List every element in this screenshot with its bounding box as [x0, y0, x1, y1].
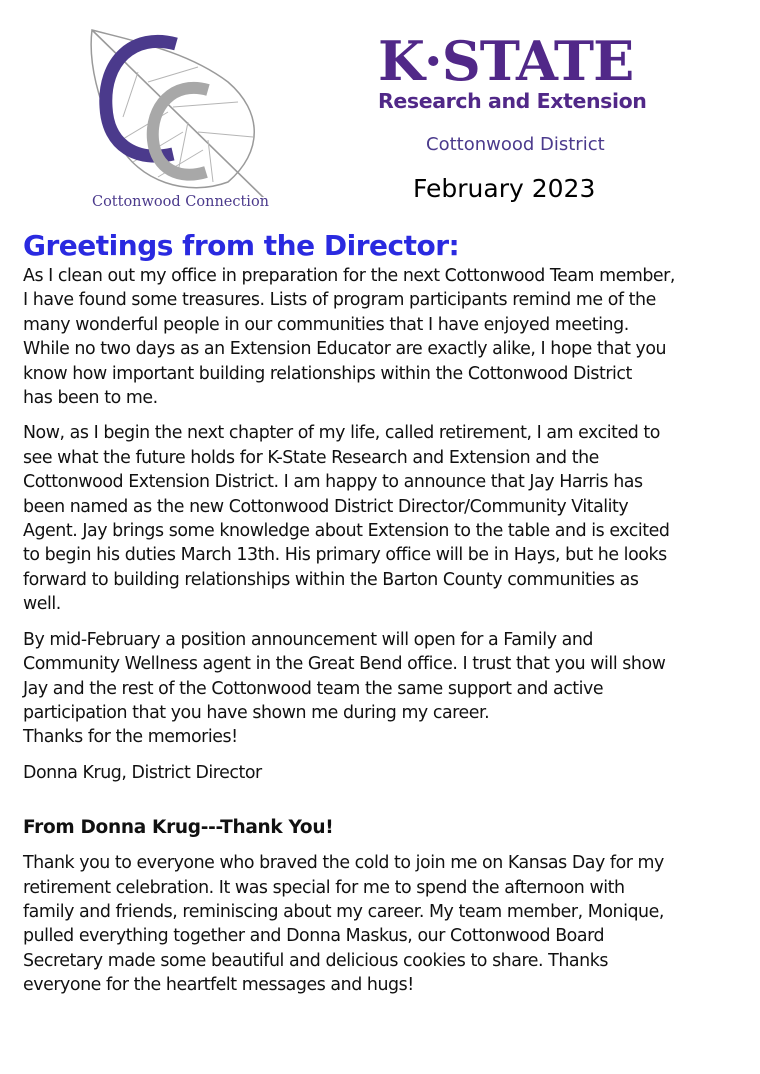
newsletter-body	[23, 228, 745, 1009]
greeting-heading: Greetings from the Director:	[23, 229, 460, 262]
issue-date: February 2023	[413, 174, 596, 203]
greeting-paragraph-2	[23, 421, 745, 616]
text-line: Thank you to everyone who braved the cold to join me on Kansas Day for my	[23, 853, 664, 874]
text-line: Jay and the rest of the Cottonwood team the same support and active	[23, 678, 604, 699]
cottonwood-leaf-cc-icon	[78, 22, 283, 197]
thank-you-paragraph	[23, 851, 745, 997]
text-line: everyone for the heartfelt messages and hugs!	[23, 975, 414, 996]
text-line: Now, as I begin the next chapter of my life, called retirement, I am excited to	[23, 423, 660, 444]
text-line: While no two days as an Extension Educator are exactly alike, I hope that you	[23, 339, 667, 360]
text-line: Community Wellness agent in the Great Bend office. I trust that you will show	[23, 654, 666, 675]
text-line: family and friends, reminiscing about my career. My team member, Monique,	[23, 901, 664, 922]
thank-you-heading: From Donna Krug---Thank You!	[23, 817, 334, 839]
text-line: By mid-February a position announcement will open for a Family and	[23, 629, 593, 650]
district-name: Cottonwood District	[426, 134, 605, 155]
text-line: many wonderful people in our communities that I have enjoyed meeting.	[23, 314, 629, 335]
text-line: participation that you have shown me during my career.	[23, 702, 490, 723]
kstate-logo	[378, 29, 678, 114]
text-line: I have found some treasures. Lists of program participants remind me of the	[23, 290, 656, 311]
greeting-paragraph-1	[23, 264, 745, 410]
logo-caption: Cottonwood Connection	[91, 194, 270, 210]
text-line: As I clean out my office in preparation for the next Cottonwood Team member,	[23, 266, 675, 286]
text-line: retirement celebration. It was special for me to spend the afternoon with	[23, 877, 625, 898]
text-line: Thanks for the memories!	[23, 727, 238, 748]
cottonwood-connection-logo	[78, 22, 283, 217]
text-line: has been to me.	[23, 388, 158, 409]
kstate-wordmark: K·STATE	[378, 29, 634, 93]
text-line: well.	[23, 594, 61, 615]
research-extension-text: Research and Extension	[378, 89, 647, 113]
text-line: been named as the new Cottonwood District Director/Community Vitality	[23, 496, 629, 517]
text-line: forward to building relationships within the Barton County communities as	[23, 569, 639, 590]
text-line: know how important building relationships within the Cottonwood District	[23, 363, 632, 384]
text-line: see what the future holds for K-State Research and Extension and the	[23, 447, 599, 468]
greeting-paragraph-3	[23, 628, 745, 750]
text-line: Agent. Jay brings some knowledge about Extension to the table and is excited	[23, 521, 670, 542]
text-line: Secretary made some beautiful and delicious cookies to share. Thanks	[23, 950, 608, 971]
director-signoff: Donna Krug, District Director	[23, 762, 262, 783]
text-line: to begin his duties March 13th. His primary office will be in Hays, but he looks	[23, 545, 667, 566]
text-line: pulled everything together and Donna Maskus, our Cottonwood Board	[23, 926, 605, 947]
text-line: Cottonwood Extension District. I am happy to announce that Jay Harris has	[23, 472, 643, 493]
